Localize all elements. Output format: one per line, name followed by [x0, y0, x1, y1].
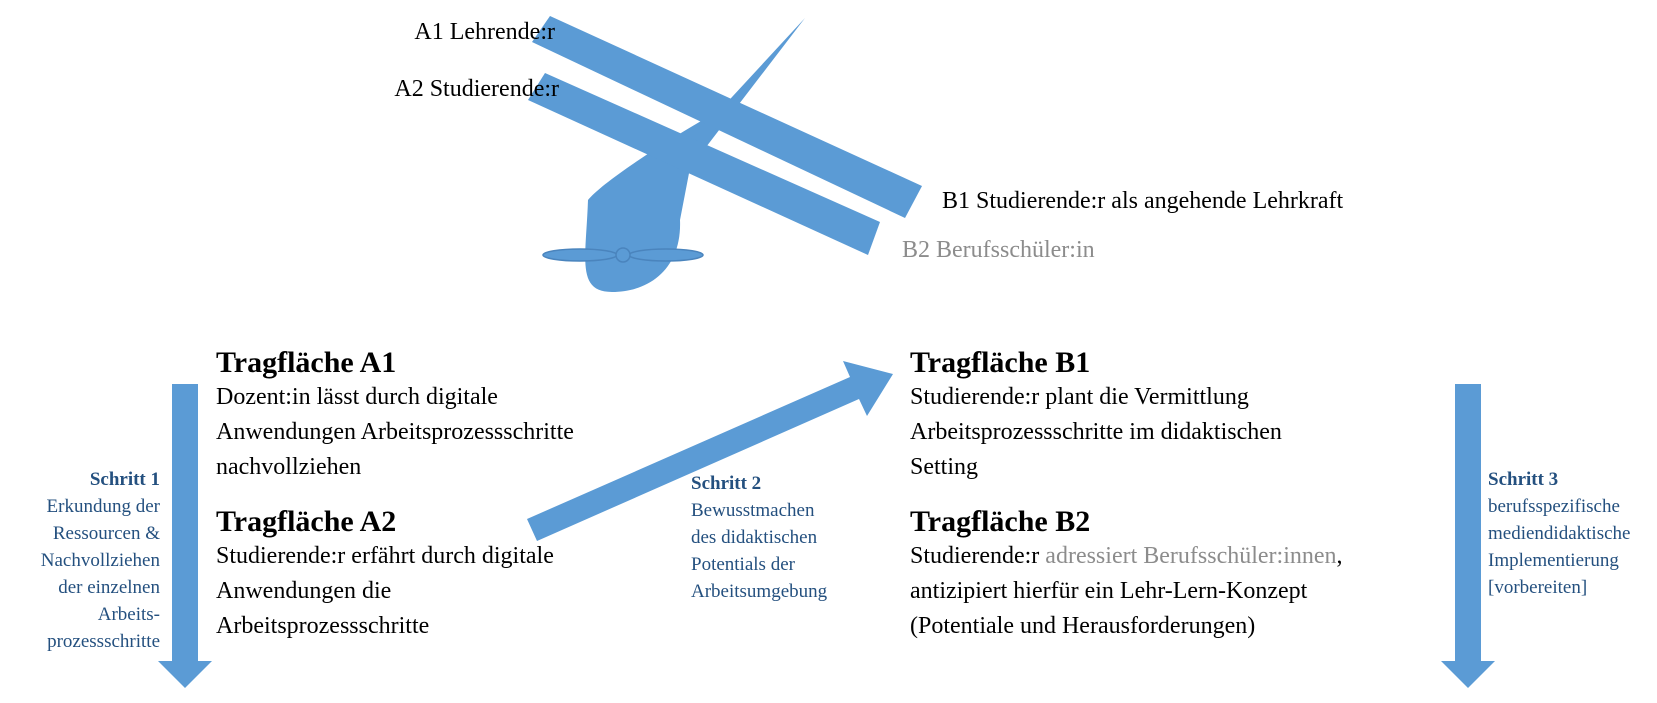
step1-line: Ressourcen & — [52, 523, 160, 544]
wing-b1-title: Tragfläche B1 — [910, 346, 1091, 379]
step3-block — [1488, 466, 1630, 601]
step3-down-arrow — [1441, 384, 1495, 688]
step2-line: des didaktischen — [691, 527, 818, 548]
wing-a1-line: Anwendungen Arbeitsprozessschritte — [216, 419, 574, 445]
wing-a1-block — [216, 346, 574, 485]
step1-line: prozessschritte — [47, 631, 160, 652]
wing-b1-line: Studierende:r plant die Vermittlung — [910, 384, 1249, 410]
step3-title: Schritt 3 — [1488, 469, 1559, 490]
wing-a1-line: nachvollziehen — [216, 454, 362, 480]
wing-b2-line: (Potentiale und Herausforderungen) — [910, 613, 1256, 639]
step3-line: Implementierung — [1488, 550, 1619, 571]
wing-b1-block — [910, 346, 1282, 485]
wing-b2-block — [910, 505, 1343, 644]
propeller-icon — [543, 248, 703, 262]
wing-a2-line: Studierende:r erfährt durch digitale — [216, 543, 554, 569]
step2-line: Potentials der — [691, 554, 795, 575]
label-b2-berufsschueler: B2 Berufsschüler:in — [902, 237, 1095, 263]
wing-a1-line: Dozent:in lässt durch digitale — [216, 384, 498, 410]
wing-b1-line: Arbeitsprozessschritte im didaktischen — [910, 419, 1282, 445]
wing-b2-line-end: , — [1336, 543, 1343, 569]
step2-block — [691, 470, 827, 605]
step1-line: Nachvollziehen — [40, 550, 160, 571]
step1-title: Schritt 1 — [89, 469, 160, 490]
step2-line: Arbeitsumgebung — [691, 581, 828, 602]
wing-a2-block — [216, 505, 554, 644]
step3-line: berufsspezifische — [1488, 496, 1620, 517]
wing-a2-line: Arbeitsprozessschritte — [216, 613, 430, 639]
label-b1-studierende-lehrkraft: B1 Studierende:r als angehende Lehrkraft — [942, 188, 1344, 214]
step1-line: der einzelnen — [58, 577, 160, 598]
wing-b2-line-first — [910, 539, 1343, 574]
label-a1-lehrende: A1 Lehrende:r — [414, 19, 555, 45]
wing-a2-line: Anwendungen die — [216, 578, 392, 604]
step3-line: mediendidaktische — [1488, 523, 1631, 544]
step1-line: Arbeits- — [97, 604, 160, 625]
wing-b2-title: Tragfläche B2 — [910, 505, 1091, 538]
step2-title: Schritt 2 — [691, 473, 762, 494]
step2-line: Bewusstmachen — [691, 500, 815, 521]
step1-block — [41, 466, 160, 655]
step1-line: Erkundung der — [46, 496, 160, 517]
step3-line: [vorbereiten] — [1488, 577, 1588, 598]
label-a2-studierende: A2 Studierende:r — [394, 76, 559, 102]
wing-a1-title: Tragfläche A1 — [216, 346, 397, 379]
wing-b2-line-muted: adressiert Berufsschüler:innen — [1045, 543, 1337, 569]
wing-b2-line: antizipiert hierfür ein Lehr-Lern-Konzept — [910, 578, 1308, 604]
wing-b1-line: Setting — [910, 454, 979, 480]
step1-down-arrow — [158, 384, 212, 688]
wing-b2-line-start: Studierende:r — [910, 543, 1046, 569]
wing-a2-title: Tragfläche A2 — [216, 505, 397, 538]
